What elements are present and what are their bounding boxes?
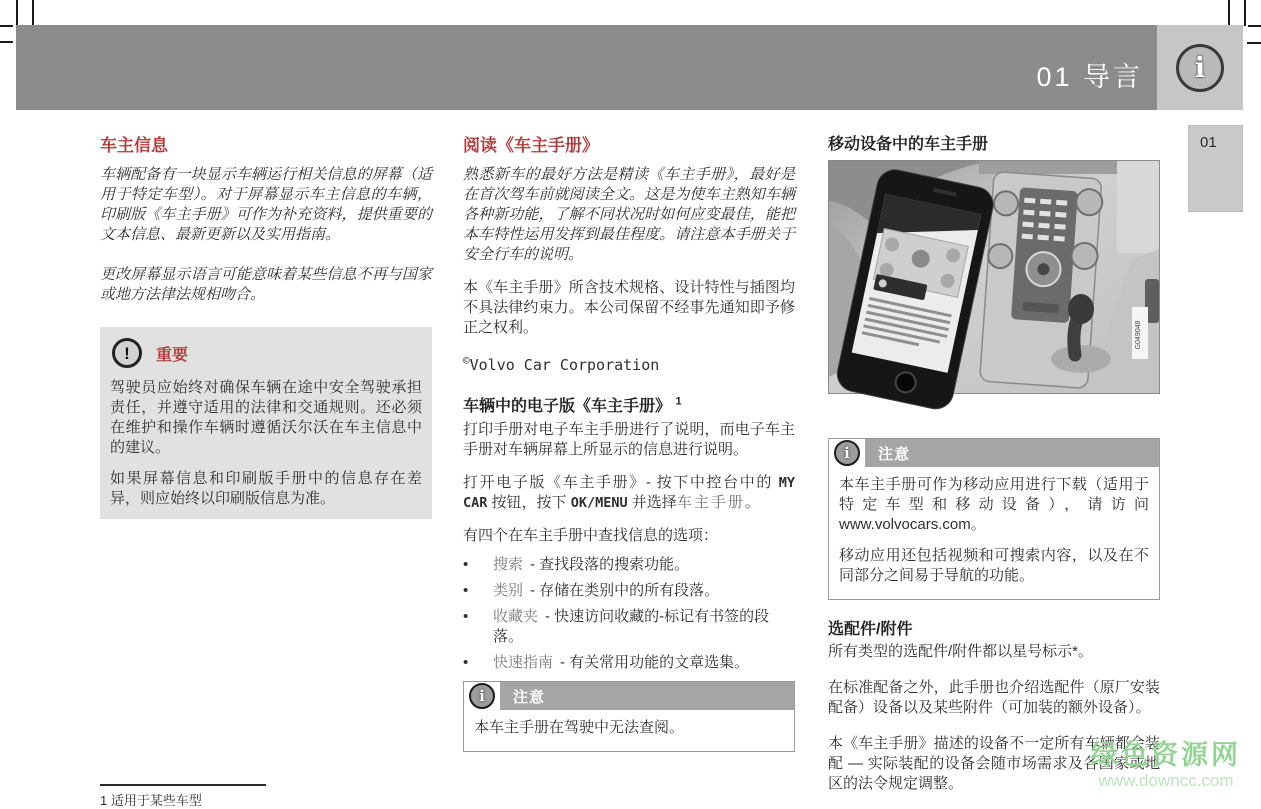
option-desc: - 快速访问收藏的-标记有书签的段落。 <box>493 608 770 645</box>
note-paragraph-1: 本车主手册可作为移动应用进行下载（适用于特定车型和移动设备），请访问 www.volvocars.com。 <box>839 476 1149 533</box>
manual-options-list <box>463 555 795 673</box>
crop-mark <box>16 0 18 26</box>
subsection-heading-evm <box>463 393 795 416</box>
important-box-title: 重要 <box>156 346 189 364</box>
ok-menu-button-label: OK/MENU <box>570 495 628 511</box>
important-box-header <box>112 338 422 368</box>
footnote-reference: 1 <box>675 395 682 408</box>
crop-mark <box>1228 0 1230 26</box>
option-term: 类别 <box>493 582 524 599</box>
watermark-site-name: 绿色资源网 <box>1091 740 1241 770</box>
section-heading-options-accessories: 选配件/附件 <box>828 621 913 638</box>
dashboard-photo-graphic <box>829 161 1159 393</box>
open-text-3: 并选择 <box>627 494 677 511</box>
evm-paragraph-1: 打印手册对电子车主手册进行了说明，而电子车主手册对车辆屏幕上所显示的信息进行说明。 <box>463 421 795 458</box>
reading-manual-intro: 熟悉新车的最好方法是精读《车主手册》，最好是在首次驾车前就阅读全文。这是为使车主熟知车辆各种新功能，了解不同状况时如何应变最佳，能把本车特性运用发挥到最佳程度。请注意本手册关于安全行车的说明。 <box>463 166 795 263</box>
list-item <box>463 653 795 673</box>
watermark-site-url: www.downcc.com <box>1098 771 1234 791</box>
menu-item-owner-manual: 车主手册 <box>676 494 745 511</box>
section-heading-mobile-manual: 移动设备中的车主手册 <box>828 136 989 153</box>
section-heading-reading-manual: 阅读《车主手册》 <box>463 136 599 155</box>
important-box <box>100 327 432 519</box>
chapter-side-tab: 01 <box>1188 125 1243 212</box>
options-paragraph-1: 所有类型的选配件/附件都以星号标示*。 <box>828 643 1094 660</box>
column-owner-info <box>100 131 432 519</box>
copyright-line <box>463 351 795 375</box>
note-box-header <box>464 682 794 710</box>
info-icon: i <box>469 683 495 709</box>
exclamation-icon: ! <box>112 338 142 368</box>
copyright-name: Volvo Car Corporation <box>469 356 660 374</box>
bullet-icon <box>463 653 493 673</box>
bullet-icon <box>463 581 493 601</box>
list-item <box>463 555 795 575</box>
note-box-body <box>829 467 1159 599</box>
owner-info-paragraph-2: 更改屏幕显示语言可能意味着某些信息不再与国家或地方法律法规相吻合。 <box>100 266 432 303</box>
option-term: 快速指南 <box>493 654 554 671</box>
watermark <box>1091 740 1241 791</box>
note-paragraph-2: 移动应用还包括视频和可搜索内容，以及在不同部分之间易于导航的功能。 <box>839 547 1149 584</box>
bullet-icon <box>463 607 493 647</box>
evm-heading-text: 车辆中的电子版《车主手册》 <box>463 398 672 415</box>
evm-paragraph-open <box>463 473 795 513</box>
option-desc: - 存储在类别中的所有段落。 <box>530 582 720 599</box>
copyright-symbol: © <box>463 354 470 367</box>
note-paragraph: 本车主手册在驾驶中无法查阅。 <box>474 719 685 736</box>
chapter-icon-cell <box>1157 25 1243 110</box>
crop-mark <box>0 25 13 27</box>
note-box-body <box>464 710 794 751</box>
header-rule <box>1247 42 1261 44</box>
list-item <box>463 581 795 601</box>
info-icon: i <box>834 440 860 466</box>
evm-paragraph-options-intro: 有四个在车主手册中查找信息的选项： <box>463 527 719 544</box>
dashboard-photo <box>828 160 1160 394</box>
crop-mark <box>32 0 34 26</box>
open-text-4: 。 <box>744 494 760 511</box>
list-item <box>463 607 795 647</box>
note-box-title: 注意 <box>878 445 911 463</box>
note-box-header <box>829 439 1159 467</box>
option-term: 搜索 <box>493 556 524 573</box>
column-mobile-manual <box>828 131 1160 807</box>
photo-id-label: G049048 <box>1135 320 1142 350</box>
options-paragraph-2: 在标准配备之外，此手册也介绍选配件（原厂安装配备）设备以及某些附件（可加装的额外设备）。 <box>828 679 1160 716</box>
legal-paragraph: 本《车主手册》所含技术规格、设计特性与插图均不具法律约束力。本公司保留不经事先通知即予修正之权利。 <box>463 279 795 336</box>
note-box-driving <box>463 681 795 752</box>
options-paragraph-3: 本《车主手册》描述的设备不一定所有车辆都会装配 — 实际装配的设备会随市场需求及各国家或地区的法令规定调整。 <box>828 735 1160 792</box>
note-icon-cell <box>464 682 500 710</box>
option-desc: - 查找段落的搜索功能。 <box>530 556 690 573</box>
note-box-mobile-app <box>828 438 1160 600</box>
note-icon-cell <box>829 439 865 467</box>
important-box-paragraph-1: 驾驶员应始终对确保车辆在途中安全驾驶承担责任，并遵守适用的法律和交通规则。还必须在维护和操作车辆时遵循沃尔沃在车主信息中的建议。 <box>110 379 422 456</box>
crop-mark <box>1248 25 1261 27</box>
footnote-text: 1 适用于某些车型 <box>100 793 202 808</box>
owner-info-paragraph-1: 车辆配备有一块显示车辆运行相关信息的屏幕（适用于特定车型）。对于屏幕显示车主信息的车辆，印刷版《车主手册》可作为补充资料，提供重要的文本信息、最新更新以及实用指南。 <box>100 166 432 243</box>
crop-mark <box>0 41 13 43</box>
my-car-button-label: MY CAR <box>463 475 795 511</box>
open-text-1: 打开电子版《车主手册》- 按下中控台中的 <box>463 474 779 491</box>
note-box-title: 注意 <box>513 688 546 706</box>
bullet-icon <box>463 555 493 575</box>
footnote-rule <box>100 784 266 786</box>
option-term: 收藏夹 <box>493 608 539 625</box>
chapter-title: 01 导言 <box>1036 62 1143 92</box>
column-reading-manual <box>463 131 795 752</box>
option-desc: - 有关常用功能的文章选集。 <box>560 654 750 671</box>
open-text-2: 按钮，按下 <box>487 494 571 511</box>
crop-mark <box>1244 0 1246 26</box>
chapter-header-bar <box>16 25 1157 110</box>
section-heading-owner-info: 车主信息 <box>100 136 168 155</box>
important-box-paragraph-2: 如果屏幕信息和印刷版手册中的信息存在差异，则应始终以印刷版信息为准。 <box>110 470 422 507</box>
info-icon: i <box>1176 44 1224 92</box>
